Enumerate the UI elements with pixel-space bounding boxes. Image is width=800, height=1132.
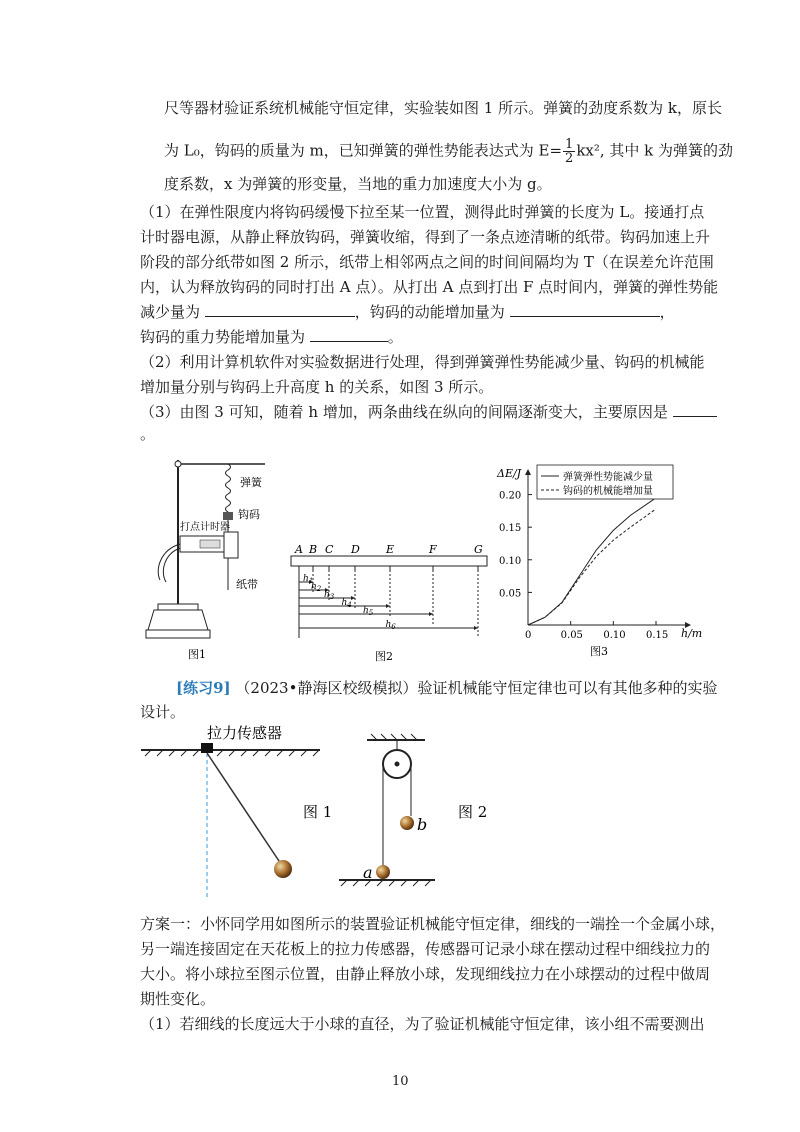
figure-3-chart [495, 455, 715, 660]
h-arrowhead [429, 612, 433, 616]
tape-point-c: C [325, 543, 334, 556]
h-label-2: $h_2$ [311, 582, 322, 593]
plan-line-1: 方案一：小怀同学用如图所示的装置验证机械能守恒定律，细线的一端拴一个金属小球， [140, 915, 726, 933]
figure-3-caption: 图3 [590, 645, 608, 658]
plan-line-4: 期性变化。 [140, 990, 216, 1008]
tape-point-a: A [295, 543, 303, 556]
label-spring: 弹簧 [240, 476, 262, 489]
h-label-6: $h_6$ [385, 620, 396, 631]
tape-point-g: G [474, 543, 483, 556]
q2-line-1: （2）利用计算机软件对实验数据进行处理，得到弹簧弹性势能减少量、钩码的机械能 [140, 353, 705, 371]
tape-point-e: E [386, 543, 395, 556]
h-label-4: $h_4$ [341, 598, 352, 609]
tape-point-b: B [309, 543, 318, 556]
practice-line-2: 设计。 [140, 703, 186, 721]
h-arrowhead [386, 604, 390, 608]
series-mechanical-energy-line [528, 509, 656, 625]
q3-line-1: （3）由图 3 可知，随着 h 增加，两条曲线在纵向的间隔逐渐变大，主要原因是 [140, 402, 717, 422]
energy-fraction: $\frac{1}{2}$ [565, 137, 574, 166]
q1-line-3: 阶段的部分纸带如图 2 所示，纸带上相邻两点之间的时间间隔均为 T（在误差允许范围 [140, 253, 714, 271]
q1-line-1: （1）在弹性限度内将钩码缓慢下拉至某一位置，测得此时弹簧的长度为 L。接通打点 [140, 203, 705, 221]
h-label-1: $h_1$ [303, 574, 314, 585]
label-force-sensor: 拉力传感器 [207, 724, 283, 742]
q1-line-4: 内，认为释放钩码的同时打出 A 点）。从打出 A 点到打出 F 点时间内，弹簧的弹性势能 [140, 278, 719, 296]
tape-point-d: D [351, 543, 360, 556]
plan-line-2: 另一端连接固定在天花板上的拉力传感器，传感器可记录小球在摆动过程中细线拉力的 [140, 940, 711, 958]
h-label-3: $h_3$ [324, 590, 335, 601]
answer-blank-reason[interactable] [673, 402, 717, 417]
q2-line-2: 增加量分别与钩码上升高度 h 的关系，如图 3 所示。 [140, 378, 494, 396]
legend-solid: 弹簧弹性势能减少量 [563, 472, 653, 483]
figure-2-caption: 图2 [375, 650, 393, 663]
answer-blank-elastic-energy[interactable] [205, 302, 355, 317]
x-tick-label: 0.05 [560, 630, 583, 641]
y-tick-label: 0.15 [499, 523, 522, 535]
figure-1-caption: 图1 [188, 648, 206, 661]
label-timer: 打点计时器 [180, 522, 230, 533]
plan-line-3: 大小。将小球拉至图示位置，由静止释放小球，发现细线拉力在小球摆动的过程中做周 [140, 965, 711, 983]
pendulum-ball [274, 860, 292, 878]
q1-line-2: 计时器电源，从静止释放钩码，弹簧收缩，得到了一条点迹清晰的纸带。钩码加速上升 [140, 228, 711, 246]
figure-2-tape [285, 540, 495, 665]
practice-tag: [练习9] [176, 679, 231, 697]
h-label-5: $h_5$ [363, 606, 374, 617]
fig4-label-1: 图 1 [303, 803, 333, 821]
intro-line-1: 尺等器材验证系统机械能守恒定律，实验装如图 1 所示。弹簧的劲度系数为 k，原长 [164, 99, 722, 117]
force-sensor [201, 743, 213, 753]
x-tick-label: 0 [525, 630, 532, 641]
answer-blank-gravity-energy[interactable] [310, 327, 388, 342]
label-b: b [417, 815, 428, 834]
q1-line-6: 钩码的重力势能增加量为 。 [140, 328, 403, 346]
tape-point-f: F [429, 543, 437, 556]
q1-line-5: 减少量为 ，钩码的动能增加量为 ， [140, 303, 675, 321]
label-hook-weight: 钩码 [238, 508, 260, 521]
practice-line-1: [练习9] （2023•静海区校级模拟）验证机械能守恒定律也可以有其他多种的实验 [176, 679, 718, 697]
ball-a [376, 865, 390, 879]
q3-line-2: 。 [140, 425, 156, 443]
intro-line-2: 为 L₀，钩码的质量为 m，已知弹簧的弹性势能表达式为 E= $\frac{1}{2}$ kx², 其中 k 为弹簧的劲 [164, 137, 734, 166]
plan-line-5: （1）若细线的长度远大于小球的直径，为了验证机械能守恒定律，该小组不需要测出 [140, 1015, 705, 1033]
x-tick-label: 0.10 [603, 630, 626, 641]
ball-b [400, 816, 414, 830]
h-arrowhead [474, 626, 478, 630]
legend-dashed: 钩码的机械能增加量 [563, 486, 653, 497]
answer-blank-kinetic-energy[interactable] [510, 302, 660, 317]
y-tick-label: 0.20 [499, 490, 522, 502]
label-tape: 纸带 [236, 578, 258, 591]
label-a: a [363, 863, 373, 882]
h-arrowhead [351, 596, 355, 600]
y-tick-label: 0.10 [499, 555, 522, 567]
intro-line-3: 度系数，x 为弹簧的形变量，当地的重力加速度大小为 g。 [164, 175, 552, 193]
y-tick-label: 0.05 [499, 588, 522, 600]
figure-1-apparatus [140, 450, 270, 665]
figure-pendulum-pulley [135, 720, 535, 900]
fig4-label-2: 图 2 [458, 803, 488, 821]
x-axis-label: h/m [681, 627, 703, 640]
x-tick-label: 0.15 [646, 630, 669, 641]
y-axis-label: ΔE/J [497, 467, 522, 480]
page-number: 10 [392, 1074, 409, 1089]
